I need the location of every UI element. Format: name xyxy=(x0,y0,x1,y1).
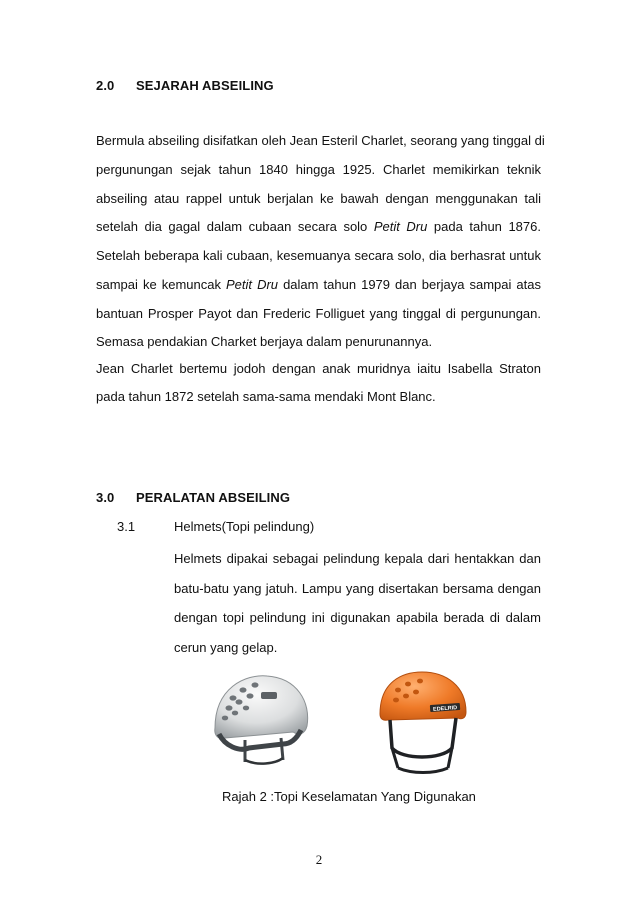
paragraph-line: Semasa pendakian Charket berjaya dalam penurunannya. xyxy=(96,333,433,349)
paragraph-line: bantuan Prosper Payot dan Frederic Folliguet yang tinggal di pergunungan. xyxy=(96,305,541,321)
history-paragraph xyxy=(96,127,545,412)
helmets-paragraph xyxy=(174,544,541,662)
subsection-number: 3.1 xyxy=(117,519,136,534)
paragraph-line: Helmets dipakai sebagai pelindung kepala dari hentakkan dan xyxy=(174,551,541,566)
paragraph-line: Jean Charlet bertemu jodoh dengan anak muridnya iaitu Isabella Straton xyxy=(96,360,541,376)
paragraph-line: abseiling atau rappel untuk berjalan ke bawah dengan menggunakan tali xyxy=(96,190,541,206)
section-title: SEJARAH ABSEILING xyxy=(136,78,274,93)
paragraph-line: dengan topi pelindung ini digunakan apabila berada di dalam xyxy=(174,610,541,625)
paragraph-line: batu-batu yang jatuh. Lampu yang disertakan bersama dengan xyxy=(174,580,541,596)
paragraph-line: Bermula abseiling disifatkan oleh Jean Esteril Charlet, seorang yang tinggal di xyxy=(96,133,545,148)
section-number: 3.0 xyxy=(96,490,115,505)
page-number: 2 xyxy=(315,852,323,867)
orange-helmet-image xyxy=(372,668,472,776)
paragraph-line: Setelah beberapa kali cubaan, kesemuanya secara solo, dia berhasrat untuk xyxy=(96,248,541,264)
paragraph-line: cerun yang gelap. xyxy=(174,639,278,655)
paragraph-line: setelah dia gagal dalam cubaan secara solo Petit Dru pada tahun 1876. xyxy=(96,219,541,235)
section-heading-sejarah xyxy=(96,78,274,93)
subsection-heading-helmets xyxy=(117,519,314,534)
section-heading-peralatan xyxy=(96,490,290,505)
white-helmet-image xyxy=(205,668,315,768)
figure-caption: Rajah 2 :Topi Keselamatan Yang Digunakan xyxy=(222,789,476,804)
place-name-italic: Petit Dru xyxy=(226,276,279,292)
section-number: 2.0 xyxy=(96,78,115,93)
paragraph-line: pada tahun 1872 setelah sama-sama mendaki Mont Blanc. xyxy=(96,389,436,405)
place-name-italic: Petit Dru xyxy=(373,219,428,235)
section-title: PERALATAN ABSEILING xyxy=(136,490,291,505)
helmet-brand-label: EDELRID xyxy=(432,705,458,713)
paragraph-line: pergunungan sejak tahun 1840 hingga 1925. Charlet memikirkan teknik xyxy=(96,161,541,177)
subsection-title: Helmets(Topi pelindung) xyxy=(174,519,315,534)
paragraph-line: sampai ke kemuncak Petit Dru dalam tahun 1979 dan berjaya sampai atas xyxy=(96,276,541,292)
